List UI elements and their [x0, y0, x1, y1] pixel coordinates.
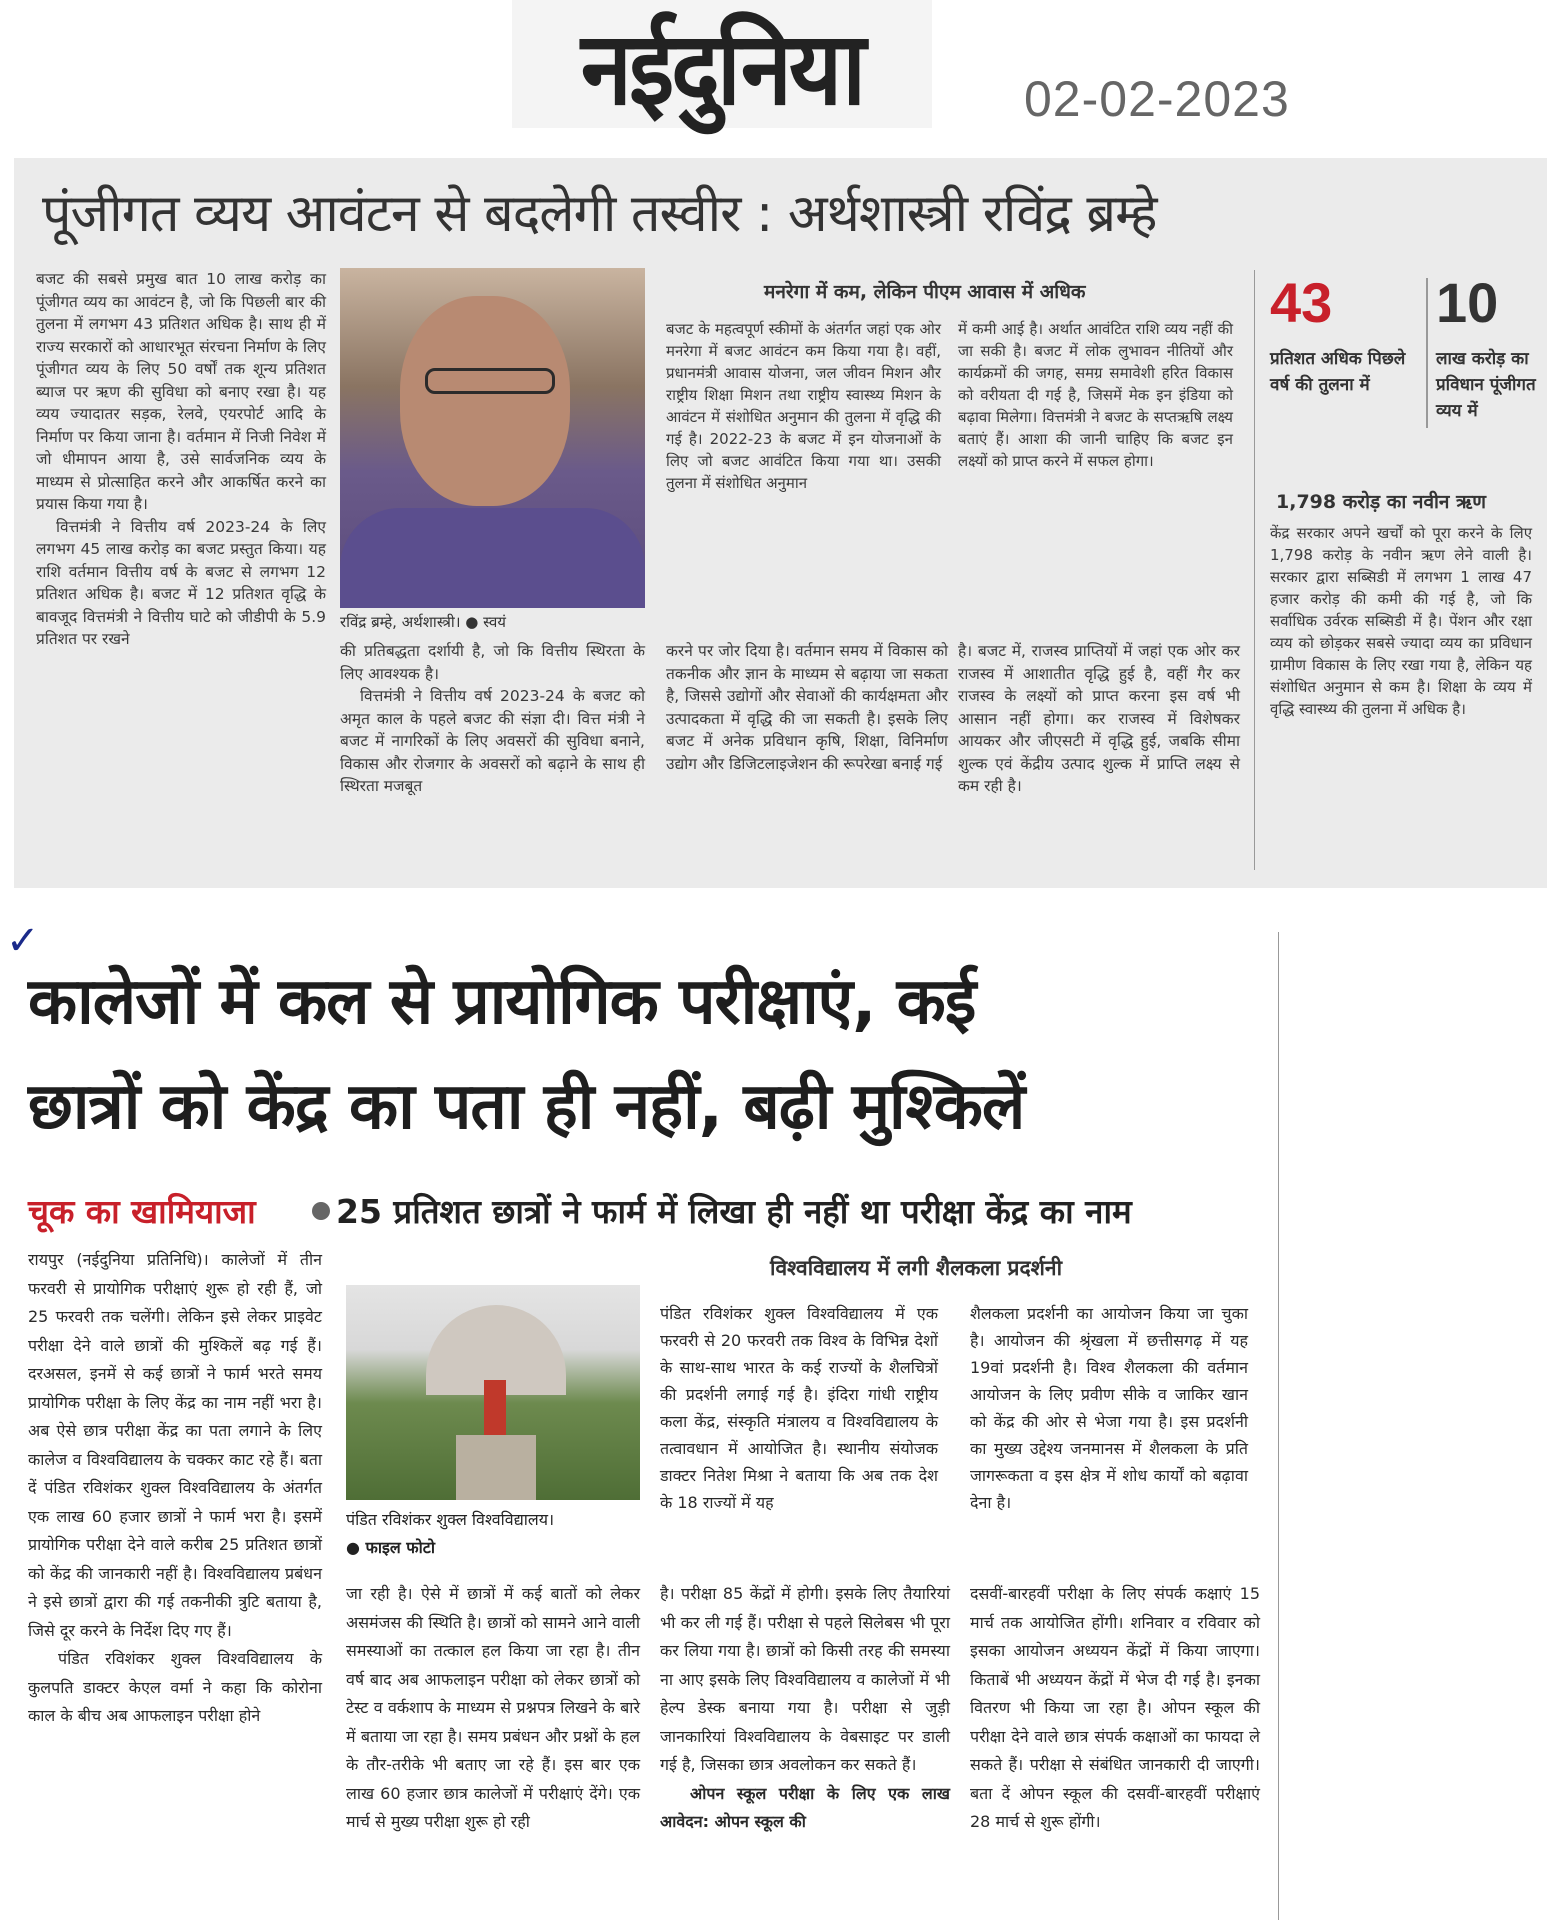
paragraph: वित्तमंत्री ने वित्तीय वर्ष 2023-24 के बजट को अमृत काल के पहले बजट की संज्ञा दी। वित्त मंत्री ने बजट में नागरिकों के लिए अवसरों की सुविधा बनाने, विकास और रोजगार के अवसरों को बढ़ाने के साथ ही स्थिरता मजबूत: [340, 687, 645, 795]
clip-border: [1278, 932, 1279, 1920]
bullet-icon: [312, 1202, 330, 1220]
photo-glasses: [425, 368, 555, 394]
paragraph: बजट की सबसे प्रमुख बात 10 लाख करोड़ का पूंजीगत व्यय का आवंटन है, जो कि पिछली बार की तुलना में लगभग 43 प्रतिशत अधिक है। साथ ही में राज्य सरकारों को आधारभूत संरचना निर्माण के लिए पूंजीगत व्यय के लिए 50 वर्षों तक शून्य प्रतिशत ब्याज पर ऋण की सुविधा को बनाए रखा है। यह व्यय ज्यादातर सड़क, रेलवे, एयरपोर्ट आदि के निर्माण पर किया जाना है। वर्तमान में निजी निवेश में जो धीमापन आया है, उसे सार्वजनिक व्यय के माध्यम से प्रोत्साहित करने और आकर्षित करने का प्रयास किया गया है।: [36, 270, 326, 513]
university-photo: [346, 1285, 640, 1500]
box-column-2: शैलकला प्रदर्शनी का आयोजन किया जा चुका है। आयोजन की श्रृंखला में छत्तीसगढ़ में यह 19वां प्रदर्शनी है। विश्व शैलकला की वर्तमान आयोजन के लिए प्रवीण सीके व जाकिर खान को केंद्र की ओर से भेजा गया है। इस प्रदर्शनी का मुख्य उद्देश्य जनमानस में शैलकला के प्रति जागरूकता व इस क्षेत्र में शोध कार्यों को बढ़ावा देना है।: [970, 1304, 1248, 1512]
paragraph: वित्तमंत्री ने वित्तीय वर्ष 2023-24 के लिए लगभग 45 लाख करोड़ का बजट प्रस्तुत किया। यह राशि वर्तमान वित्तीय वर्ष के बजट से लगभग 12 प्रतिशत अधिक है। बजट में 12 प्रतिशत वृद्धि के बावजूद वित्तमंत्री ने वित्तीय घाटे को जीडीपी के 5.9 प्रतिशत पर रखने: [36, 517, 326, 648]
headline-line-2: छात्रों को केंद्र का पता ही नहीं, बढ़ी मुश्किलें: [28, 1070, 1025, 1144]
photo-face: [400, 296, 570, 506]
photo-monument: [484, 1380, 506, 1440]
headline-line-1: कालेजों में कल से प्रायोगिक परीक्षाएं, कई: [28, 965, 976, 1039]
box-column-2: में कमी आई है। अर्थात आवंटित राशि व्यय नहीं की जा सकी है। बजट में लोक लुभावन नीतियों और कार्यक्रमों की जगह, समग्र समावेशी हरित विकास को वरीयता दी गई है, जिसमें मेक इन इंडिया को बढ़ावा मिलेगा। वित्तमंत्री ने बजट के सप्तऋषि लक्ष्य बताएं हैं। आशा की जानी चाहिए कि बजट इन लक्ष्यों को प्राप्त करने में सफल होगा।: [958, 320, 1233, 470]
photo-caption: [346, 1506, 640, 1562]
article2-column-2: जा रही है। ऐसे में छात्रों में कई बातों को लेकर असमंजस की स्थिति है। छात्रों को सामने आने वाली समस्याओं का तत्काल हल किया जा रहा है। तीन वर्ष बाद अब आफलाइन परीक्षा को लेकर छात्रों को टेस्ट व वर्कशाप के माध्यम से प्रश्नपत्र लिखने के बारे में बताया जा रहा है। समय प्रबंधन और प्रश्नों के हल के तौर-तरीके भी बताए जा रहे हैं। इस बार एक लाख 60 हजार छात्र कालेजों में परीक्षाएं देंगे। एक मार्च से मुख्य परीक्षा शुरू हो रही: [346, 1584, 640, 1831]
article2-column-1: [28, 1246, 322, 1731]
article2-column-4: दसवीं-बारहवीं परीक्षा के लिए संपर्क कक्षाएं 15 मार्च तक आयोजित होंगी। शनिवार व रविवार को इसका आयोजन अध्ययन केंद्रों में किया जाएगा। किताबें भी अध्ययन केंद्रों में भेज दी गई है। इनका वितरण भी किया जा रहा है। ओपन स्कूल की परीक्षा देने वाले छात्र संपर्क कक्षाओं का फायदा ले सकते हैं। परीक्षा से संबंधित जानकारी दी जाएगी। बता दें ओपन स्कूल की दसवीं-बारहवीं परीक्षाएं 28 मार्च से शुरू होंगी।: [970, 1584, 1260, 1831]
newspaper-logo: नईदुनिया: [580, 9, 864, 128]
stat-number-crore: 10: [1436, 271, 1499, 334]
stat-divider: [1426, 278, 1428, 428]
article-column-4: है। बजट में, राजस्व प्राप्तियों में जहां एक ओर कर राजस्व में आशातीत वृद्धि हुई है, वहीं गैर कर राजस्व के लक्ष्यों को प्राप्त करना इस वर्ष भी आसान नहीं होगा। कर राजस्व में विशेषकर आयकर और जीएसटी में वृद्धि हुई, जबकि सीमा शुल्क एवं केंद्रीय उत्पाद शुल्क में प्राप्ति लक्ष्य से कम रही है।: [958, 642, 1240, 795]
paragraph: की प्रतिबद्धता दर्शायी है, जो कि वित्तीय स्थिरता के लिए आवश्यक है।: [340, 642, 645, 683]
stat-label-crore: लाख करोड़ का प्रविधान पूंजीगत व्यय में: [1436, 349, 1536, 421]
economist-photo: [340, 268, 645, 608]
caption-text: पंडित रविशंकर शुक्ल विश्वविद्यालय।: [346, 1510, 555, 1529]
subheading: ओपन स्कूल परीक्षा के लिए एक लाख आवेदन: ओपन स्कूल की: [660, 1783, 950, 1831]
box-title: विश्वविद्यालय में लगी शैलकला प्रदर्शनी: [770, 1256, 1063, 1280]
photo-shirt: [340, 508, 645, 608]
sidebox-text: केंद्र सरकार अपने खर्चों को पूरा करने के लिए 1,798 करोड़ के नवीन ऋण लेने वाली है। सरकार द्वारा सब्सिडी में लगभग 1 लाख 47 हजार करोड़ की कमी की गई है, जो कि सर्वाधिक उर्वरक सब्सिडी में है। पेंशन और रक्षा व्यय को छोड़कर सबसे ज्यादा व्यय का प्रविधान ग्रामीण विकास के लिए रखा गया है, लेकिन यह संशोधित अनुमान से कम है। शिक्षा के व्यय में वृद्धि स्वास्थ्य की तुलना में अधिक है।: [1270, 524, 1532, 718]
box-column-1: बजट के महत्वपूर्ण स्कीमों के अंतर्गत जहां एक ओर मनरेगा में बजट आवंटन कम किया गया है। वहीं, प्रधानमंत्री आवास योजना, जल जीवन मिशन और राष्ट्रीय शिक्षा मिशन तथा राष्ट्रीय स्वास्थ्य मिशन के आवंटन में संशोधित अनुमान की तुलना में वृद्धि की गई है। 2022-23 के बजट में इन योजनाओं के लिए जो बजट आवंटित किया गया था। उसकी तुलना में संशोधित अनुमान: [666, 320, 941, 492]
photo-caption: रविंद्र ब्रम्हे, अर्थशास्त्री। ● स्वयं: [340, 613, 507, 631]
box-title: मनरेगा में कम, लेकिन पीएम आवास में अधिक: [764, 281, 1086, 303]
photo-credit: ● फाइल फोटो: [346, 1538, 435, 1557]
publication-date: 02-02-2023: [1024, 71, 1290, 127]
article-column-2: [340, 640, 645, 798]
article-headline: पूंजीगत व्यय आवंटन से बदलेगी तस्वीर : अर्थशास्त्री रविंद्र ब्रम्हे: [42, 184, 1157, 244]
stat-number-percent: 43: [1270, 271, 1333, 334]
article-clipping-budget: [14, 158, 1547, 888]
photo-path: [456, 1435, 536, 1500]
paragraph: है। परीक्षा 85 केंद्रों में होगी। इसके लिए तैयारियां भी कर ली गई हैं। परीक्षा से पहले सिलेबस भी पूरा कर लिया गया है। छात्रों को किसी तरह की समस्या ना आए इसके लिए विश्वविद्यालय व कालेजों में भी हेल्प डेस्क बनाया गया है। परीक्षा से जुड़ी जानकारियां विश्वविद्यालय के वेबसाइट पर डाली गई है, जिसका छात्र अवलोकन कर सकते हैं।: [660, 1584, 950, 1774]
kicker-label: चूक का खामियाजा: [28, 1192, 256, 1231]
watermark: [14, 890, 134, 906]
article-column-3: करने पर जोर दिया है। वर्तमान समय में विकास को तकनीक और ज्ञान के माध्यम से बढ़ाया जा सकता है, जिससे उद्योगों और सेवाओं की कार्यक्षमता और उत्पादकता में वृद्धि की जा सकती है। इसके लिए बजट में अनेक प्रविधान कृषि, शिक्षा, विनिर्माण उद्योग और डिजिटलाइजेशन की रूपरेखा बनाई गई: [666, 642, 948, 773]
kicker-subheading: 25 प्रतिशत छात्रों ने फार्म में लिखा ही नहीं था परीक्षा केंद्र का नाम: [336, 1192, 1132, 1231]
paragraph: रायपुर (नईदुनिया प्रतिनिधि)। कालेजों में तीन फरवरी से प्रायोगिक परीक्षाएं शुरू हो रही हैं, जो 25 फरवरी तक चलेंगी। लेकिन इसे लेकर प्राइवेट परीक्षा देने वाले छात्रों की मुश्किलें बढ़ गई हैं। दरअसल, इनमें से कई छात्रों ने फार्म भरते समय प्रायोगिक परीक्षा के लिए केंद्र का नाम नहीं भरा है। अब ऐसे छात्र परीक्षा केंद्र का पता लगाने के लिए कालेज व विश्वविद्यालय के चक्कर काट रहे हैं। बता दें पंडित रविशंकर शुक्ल विश्वविद्यालय के अंतर्गत एक लाख 60 हजार छात्रों ने फार्म भरा है। इसमें प्रायोगिक परीक्षा देने वाले करीब 25 प्रतिशत छात्रों को केंद्र की जानकारी नहीं है। विश्वविद्यालय प्रबंधन ने इसे छात्रों द्वारा की गई तकनीकी त्रुटि बताया है, जिसे दूर करने के निर्देश दिए गए हैं।: [28, 1250, 322, 1640]
box-column-1: पंडित रविशंकर शुक्ल विश्वविद्यालय में एक फरवरी से 20 फरवरी तक विश्व के विभिन्न देशों के साथ-साथ भारत के कई राज्यों के शैलचित्रों की प्रदर्शनी लगाई गई है। इंदिरा गांधी राष्ट्रीय कला केंद्र, संस्कृति मंत्रालय व विश्वविद्यालय के तत्वावधान में आयोजित है। स्थानीय संयोजक डाक्टर नितेश मिश्रा ने बताया कि अब तक देश के 18 राज्यों में यह: [660, 1304, 938, 1512]
masthead: [512, 0, 932, 128]
article-column-1: [36, 268, 326, 651]
article2-column-3: [660, 1580, 950, 1837]
handwritten-tick-mark: ✓: [6, 918, 40, 964]
sidebox-title: 1,798 करोड़ का नवीन ऋण: [1276, 491, 1487, 513]
stat-label-percent: प्रतिशत अधिक पिछले वर्ष की तुलना में: [1270, 349, 1406, 395]
column-divider: [1254, 270, 1255, 870]
paragraph: पंडित रविशंकर शुक्ल विश्वविद्यालय के कुलपति डाक्टर केएल वर्मा ने कहा कि कोरोना काल के बीच अब आफलाइन परीक्षा होने: [28, 1649, 322, 1725]
